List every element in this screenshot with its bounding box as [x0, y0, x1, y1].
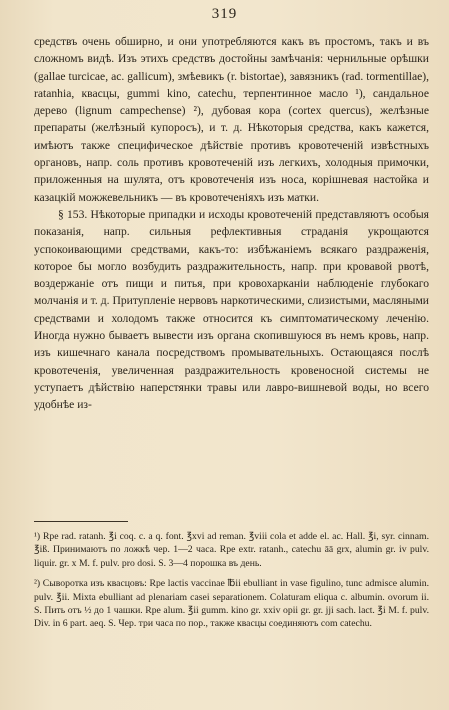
footnote: ²) Сыворотка изъ квасцовъ: Rpe lactis vaccinae ℔ii ebulliant in vase figulino, tunc admisce alumin. pulv. ℥ii. Mixta ebulliant ad plenariam casei separationem. Colaturam eliqua c. albumin. ovorum ii. S. Пить отъ ½ до 1 чашки. Rpe alum. ℥ii gumm. kino gr. xxiv opii gr. gr. jji sach. lact. ℥i M. f. pulv. Div. in 6 part. aeq. S. Чер. три часа по пор., также квасцы соединяютъ com catechu.	[34, 578, 429, 630]
footnote: ¹) Rpe rad. ratanh. ℥i coq. c. a q. font. ℥xvi ad reman. ℥viii cola et adde el. ac. Hall. ℥i, syr. cinnam. ℥iß. Принимаютъ по ложкѣ чер. 1—2 часа. Rpe extr. ratanh., catechu āā grx, alumin gr. iv pulv. liquir. gr. x M. f. pulv. pro dosi. S. 3—4 порошка въ день.	[34, 531, 429, 569]
paragraph: § 153. Нѣкоторые припадки и исходы кровотеченій представляютъ особыя показанія, напр. сильныя рефлективныя страданія укрощаются успокоивающими средствами, какъ-то: избѣжаніемъ всякаго раздраженія, которое бы могло возбудить раздражительность, напр. при кровавой рвотѣ, воздержаніе отъ пищи и питья, при кровохарканіи наблюденіе глубокаго молчанія и т. д. Притупленіе нервовъ наркотическими, слизистыми, масляными средствами и холодомъ также относится къ симптоматическому леченію. Иногда нужно бываетъ вывести изъ органа скопившуюся въ немъ кровь, напр. изъ кишечнаго канала посредствомъ промывательныхъ. Остающаяся послѣ кровотеченія, увеличенная раздражительность кровеносной системы не уступаетъ дѣйствію наперстянки травы или лавро-вишневой воды, но всего удобнѣе из-	[34, 207, 429, 412]
footnote-divider	[34, 521, 128, 522]
paragraph: средствъ очень обширно, и они употребляются какъ въ простомъ, такъ и въ сложномъ видѣ. Изъ этихъ средствъ достойны замѣчанія: чернильные орѣшки (gallae turcicae, ac. gallicum), змѣевикъ (r. bistortae), завязникъ (rad. tormentillae), ratanhia, квасцы, gummi kino, catechu, терпентинное масло ¹), сандальное дерево (lignum campechense) ²), дубовая кора (cortex quercus), желѣзные препараты (желѣзный купоросъ), и т. д. Нѣкоторыя средства, какъ кажется, имѣютъ также специфическое дѣйствіе противъ кровотеченій извѣстныхъ органовъ, напр. соль противъ кровотеченій изъ легкихъ, холодныя примочки, приложенныя на шулята, отъ кровотеченія изъ носа, корішневая настойка и казацкій можжевельникъ — въ кровотеченіяхъ изъ матки.	[34, 35, 429, 204]
main-text	[34, 33, 429, 414]
footnotes	[34, 530, 429, 638]
page-number: 319	[211, 6, 238, 22]
